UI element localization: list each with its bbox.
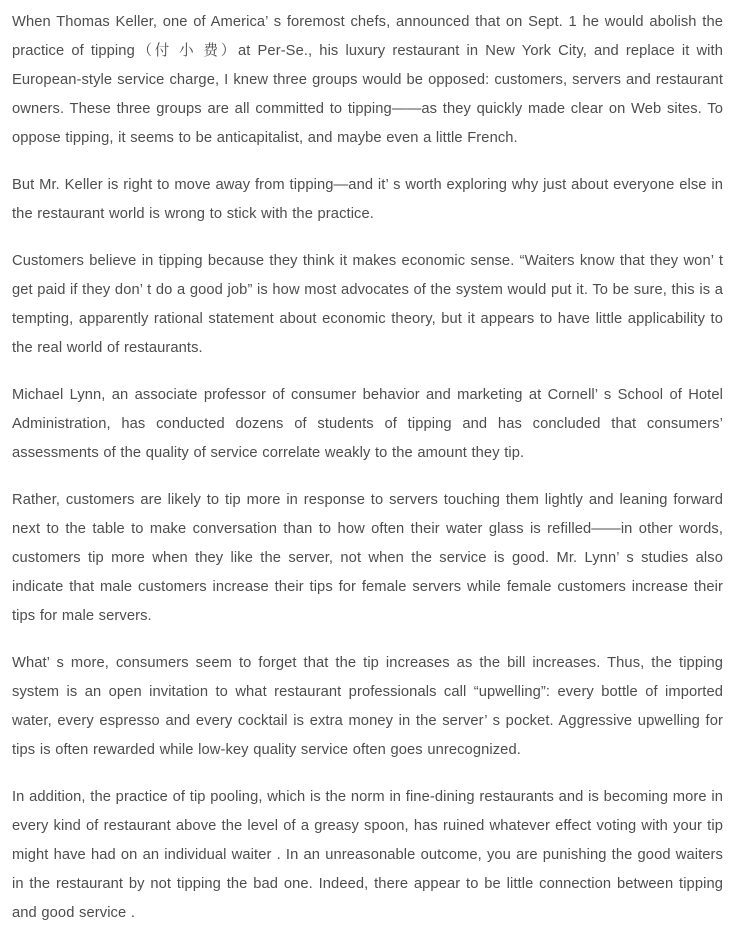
paragraph-1: When Thomas Keller, one of America’ s foremost chefs, announced that on Sept. 1 he would abolish the practice of tipping（付 小 费）at Per-Se., his luxury restaurant in New York City, and replace it with European-style service charge, I knew three groups would be opposed: customers, servers and restaurant owners. These three groups are all committed to tipping——as they quickly made clear on Web sites. To oppose tipping, it seems to be anticapitalist, and maybe even a little French. — [12, 14, 723, 146]
paragraph-6: What’ s more, consumers seem to forget that the tip increases as the bill increases. Thus, the tipping system is an open invitation to what restaurant professionals call “upwelling”: every bottle of imported water, every espresso and every cocktail is extra money in the server’ s pocket. Aggressive upwelling for tips is often rewarded while low-key quality service often goes unrecognized. — [12, 655, 723, 758]
paragraph-7: In addition, the practice of tip pooling, which is the norm in fine-dining restaurants and is becoming more in every kind of restaurant above the level of a greasy spoon, has ruined whatever effect voting with your tip might have had on an individual waiter . In an unreasonable outcome, you are punishing the good waiters in the restaurant by not tipping the bad one. Indeed, there appear to be little connection between tipping and good service . — [12, 789, 723, 921]
paragraph-2: But Mr. Keller is right to move away from tipping—and it’ s worth exploring why just about everyone else in the restaurant world is wrong to stick with the practice. — [12, 177, 723, 222]
paragraph-5: Rather, customers are likely to tip more in response to servers touching them lightly and leaning forward next to the table to make conversation than to how often their water glass is refilled——in other words, customers tip more when they like the server, not when the service is good. Mr. Lynn’ s studies also indicate that male customers increase their tips for female servers while female customers increase their tips for male servers. — [12, 492, 723, 624]
article-body — [12, 8, 723, 928]
paragraph-4: Michael Lynn, an associate professor of consumer behavior and marketing at Cornell’ s School of Hotel Administration, has conducted dozens of students of tipping and has concluded that consumers’ assessments of the quality of service correlate weakly to the amount they tip. — [12, 387, 723, 461]
paragraph-3: Customers believe in tipping because they think it makes economic sense. “Waiters know that they won’ t get paid if they don’ t do a good job” is how most advocates of the system would put it. To be sure, this is a tempting, apparently rational statement about economic theory, but it appears to have little applicability to the real world of restaurants. — [12, 253, 723, 356]
